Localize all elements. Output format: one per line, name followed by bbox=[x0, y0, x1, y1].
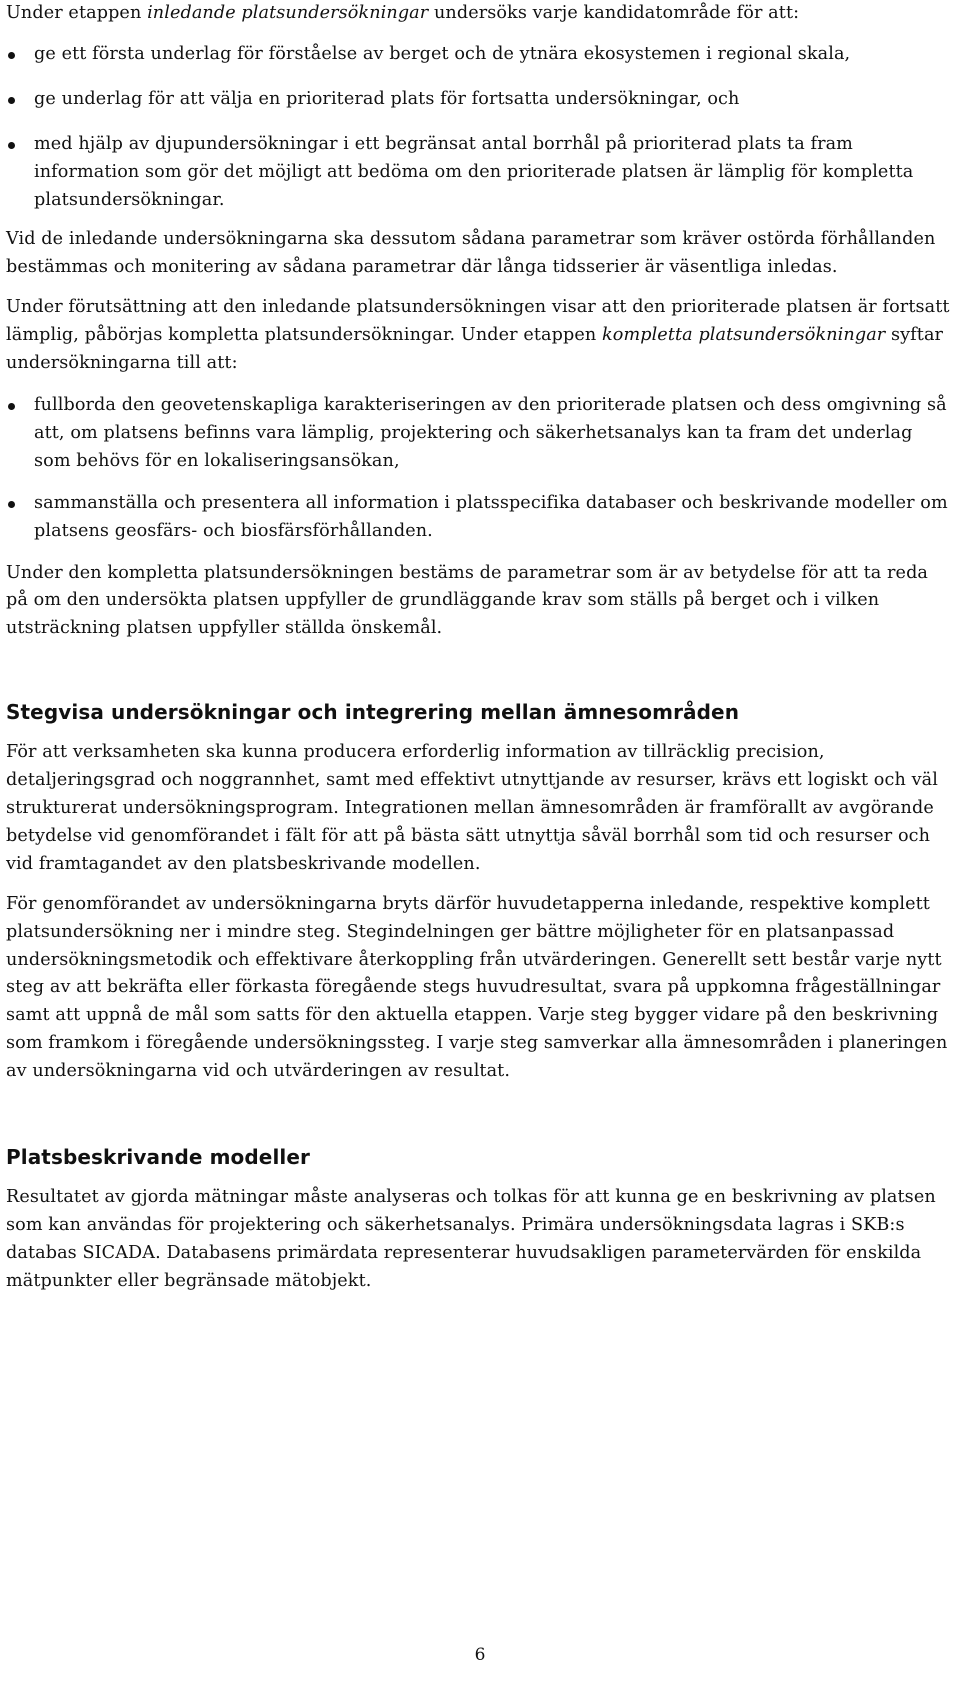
bullet-icon bbox=[8, 97, 15, 104]
page-number: 6 bbox=[474, 1645, 486, 1665]
complete-investigation-paragraph: Under förutsättning att den inledande platsundersökningen visar att den prioriterade platsen är fortsatt lämplig, påbörjas kompletta platsundersökningar. Under etappen kompletta platsundersökningar syftar undersökningarna till att: bbox=[6, 297, 950, 374]
list-item: ge underlag för att välja en prioriterad plats för fortsatta undersökningar, och bbox=[6, 86, 952, 114]
intro-emphasis: inledande platsundersökningar bbox=[147, 3, 429, 23]
list-item: ge ett första underlag för förståelse av berget och de ytnära ekosystemen i regional skala, bbox=[6, 41, 952, 69]
bullet-icon bbox=[8, 52, 15, 59]
goals-list-complete bbox=[6, 392, 952, 546]
bullet-icon bbox=[8, 142, 15, 149]
parameters-paragraph: Under den kompletta platsundersökningen bestäms de parametrar som är av betydelse för att ta reda på om den undersökta platsen uppfyller de grundläggande krav som ställs på berget och i vilken utsträckning platsen uppfyller ställda önskemål. bbox=[6, 562, 929, 639]
list-item: sammanställa och presentera all information i platsspecifika databaser och beskrivande modeller om platsens geosfärs- och biosfärsförhållanden. bbox=[6, 490, 952, 546]
section-heading-stepwise: Stegvisa undersökningar och integrering mellan ämnesområden bbox=[6, 700, 740, 725]
list-item: med hjälp av djupundersökningar i ett begränsat antal borrhål på prioriterad plats ta fram information som gör det möjligt att bedöma om den prioriterade platsen är lämplig för kompletta platsundersökningar. bbox=[6, 131, 952, 215]
section-heading-site-models: Platsbeskrivande modeller bbox=[6, 1145, 310, 1170]
complete-emphasis: kompletta platsundersökningar bbox=[601, 325, 886, 346]
intro-paragraph: Under etappen inledande platsundersökningar undersöks varje kandidatområde för att: bbox=[6, 3, 800, 23]
monitoring-paragraph: Vid de inledande undersökningarna ska dessutom sådana parametrar som kräver ostörda förhållanden bestämmas och monitering av sådana parametrar där långa tidsserier är väsentliga inledas. bbox=[6, 229, 936, 278]
list-item: fullborda den geovetenskapliga karakteriseringen av den prioriterade platsen och dess omgivning så att, om platsens befinns vara lämplig, projektering och säkerhetsanalys kan ta fram det underlag som behövs för en lokaliseringsansökan, bbox=[6, 392, 952, 476]
bullet-icon bbox=[8, 501, 15, 508]
document-page bbox=[6, 0, 952, 1296]
stepwise-paragraph-2: För genomförandet av undersökningarna bryts därför huvudetapperna inledande, respektive komplett platsundersökning ner i mindre steg. Stegindelningen ger bättre möjligheter för en platsanpassad undersökningsmetodik och effektivare återkoppling från utvärderingen. Generellt sett består varje nytt steg av att bekräfta eller förkasta föregående stegs huvudresultat, svara på uppkomna frågeställningar samt att uppnå de mål som satts för den aktuella etappen. Varje steg bygger vidare på den beskrivning som framkom i föregående undersökningssteg. I varje steg samverkar alla ämnesområden i planeringen av undersökningarna vid och utvärderingen av resultat. bbox=[6, 893, 948, 1082]
site-models-paragraph: Resultatet av gjorda mätningar måste analyseras och tolkas för att kunna ge en beskrivning av platsen som kan användas för projektering och säkerhetsanalys. Primära undersökningsdata lagras i SKB:s databas SICADA. Databasens primärdata representerar huvudsakligen parametervärden för enskilda mätpunkter eller begränsade mätobjekt. bbox=[6, 1187, 936, 1291]
bullet-icon bbox=[8, 403, 15, 410]
stepwise-paragraph-1: För att verksamheten ska kunna producera erforderlig information av tillräcklig precision, detaljeringsgrad och noggrannhet, samt med effektivt utnyttjande av resurser, krävs ett logiskt och väl strukturerat undersökningsprogram. Integrationen mellan ämnesområden är framförallt av avgörande betydelse vid genomförandet i fält för att på bästa sätt utnyttja såväl borrhål som tid och resurser och vid framtagandet av den platsbeskrivande modellen. bbox=[6, 742, 938, 874]
goals-list-initial bbox=[6, 41, 952, 215]
